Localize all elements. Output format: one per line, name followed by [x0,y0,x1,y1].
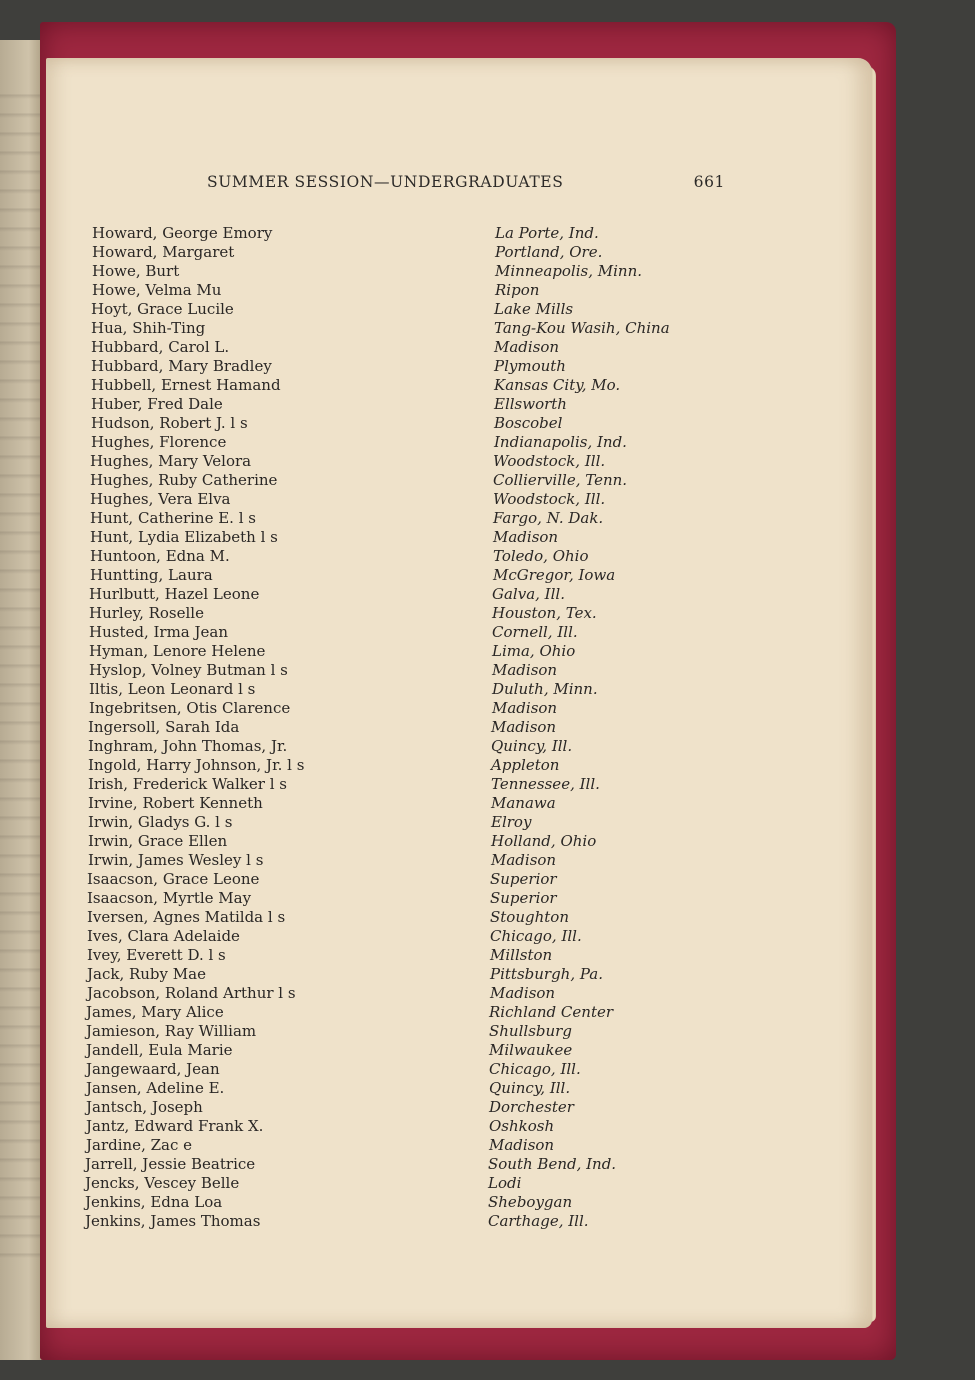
student-hometown: Milwaukee [489,1041,573,1059]
student-name: Jansen, Adeline E. [86,1079,225,1097]
student-hometown: La Porte, Ind. [495,224,599,242]
student-name: Isaacson, Myrtle May [87,889,252,907]
student-hometown: Lodi [488,1174,522,1192]
student-hometown: Richland Center [489,1003,614,1021]
student-hometown: Duluth, Minn. [492,680,598,698]
student-hometown: Elroy [491,813,532,831]
student-name: Hughes, Florence [91,433,227,451]
list-item [0,1136,975,1155]
student-name: Jantz, Edward Frank X. [86,1117,264,1135]
student-name: Irwin, Grace Ellen [88,832,228,850]
student-hometown: Cornell, Ill. [492,623,578,641]
student-hometown: Tennessee, Ill. [491,775,600,793]
list-item [0,1022,975,1041]
student-hometown: Madison [494,338,560,356]
list-item [0,908,975,927]
student-hometown: Sheboygan [488,1193,573,1211]
student-hometown: Millston [490,946,553,964]
student-name: Ingersoll, Sarah Ida [88,718,240,736]
list-item [0,1041,975,1060]
list-item [0,319,975,338]
student-name: Hyman, Lenore Helene [89,642,266,660]
list-item [0,1117,975,1136]
list-item [0,604,975,623]
student-hometown: Appleton [491,756,560,774]
student-hometown: Woodstock, Ill. [493,452,606,470]
list-item [0,1155,975,1174]
student-hometown: Madison [491,718,557,736]
student-hometown: Quincy, Ill. [491,737,573,755]
list-item [0,642,975,661]
list-item [0,1079,975,1098]
running-head-title: SUMMER SESSION—UNDERGRADUATES [207,173,564,191]
student-name: Ives, Clara Adelaide [87,927,240,945]
list-item [0,414,975,433]
student-hometown: Collierville, Tenn. [493,471,628,489]
list-item [0,699,975,718]
student-hometown: Portland, Ore. [495,243,603,261]
student-hometown: Fargo, N. Dak. [493,509,604,527]
student-hometown: Lake Mills [494,300,574,318]
student-hometown: Madison [492,699,558,717]
student-hometown: Quincy, Ill. [489,1079,571,1097]
student-name: Hurlbutt, Hazel Leone [89,585,260,603]
student-hometown: Shullsburg [489,1022,572,1040]
list-item [0,813,975,832]
student-hometown: Minneapolis, Minn. [495,262,643,280]
list-item [0,1174,975,1193]
student-hometown: Superior [490,889,557,907]
student-name: Jandell, Eula Marie [86,1041,233,1059]
student-hometown: Stoughton [490,908,569,926]
student-name: Huber, Fred Dale [91,395,223,413]
student-hometown: Kansas City, Mo. [494,376,621,394]
student-name: Hughes, Vera Elva [90,490,231,508]
running-head [207,173,725,195]
student-name: Hyslop, Volney Butman l s [89,661,288,679]
student-name: Jantsch, Joseph [86,1098,203,1116]
list-item [0,262,975,281]
list-item [0,927,975,946]
list-item [0,471,975,490]
student-name: Hubbard, Carol L. [91,338,230,356]
student-name: Howard, George Emory [92,224,273,242]
student-name: Hunt, Lydia Elizabeth l s [90,528,278,546]
list-item [0,357,975,376]
list-item [0,395,975,414]
student-name: Inghram, John Thomas, Jr. [88,737,288,755]
student-name: Hughes, Ruby Catherine [90,471,278,489]
list-item [0,224,975,243]
list-item [0,680,975,699]
student-hometown: Ellsworth [494,395,567,413]
student-hometown: Indianapolis, Ind. [494,433,627,451]
student-hometown: Madison [490,984,556,1002]
student-name: Hunt, Catherine E. l s [90,509,256,527]
student-name: Irwin, Gladys G. l s [88,813,233,831]
list-item [0,946,975,965]
student-name: Ingebritsen, Otis Clarence [89,699,291,717]
student-name: Hua, Shih-Ting [91,319,206,337]
list-item [0,965,975,984]
student-name: Irvine, Robert Kenneth [88,794,263,812]
list-item [0,984,975,1003]
student-hometown: Lima, Ohio [492,642,576,660]
student-hometown: Carthage, Ill. [488,1212,589,1230]
list-item [0,509,975,528]
list-item [0,889,975,908]
list-item [0,1003,975,1022]
student-name: Jencks, Vescey Belle [85,1174,240,1192]
list-item [0,832,975,851]
list-item [0,1193,975,1212]
student-hometown: Chicago, Ill. [490,927,582,945]
student-name: Iversen, Agnes Matilda l s [87,908,286,926]
list-item [0,490,975,509]
student-hometown: McGregor, Iowa [493,566,616,584]
student-name: Hubbell, Ernest Hamand [91,376,281,394]
student-name: Jardine, Zac e [86,1136,193,1154]
student-name: Jenkins, Edna Loa [85,1193,223,1211]
list-item [0,338,975,357]
student-hometown: Tang-Kou Wasih, China [494,319,670,337]
student-name: Howe, Velma Mu [92,281,222,299]
list-item [0,1060,975,1079]
student-name: Ingold, Harry Johnson, Jr. l s [88,756,305,774]
student-hometown: Madison [492,661,558,679]
list-item [0,281,975,300]
student-list [0,224,975,1240]
list-item [0,433,975,452]
student-hometown: Ripon [495,281,540,299]
student-name: Howard, Margaret [92,243,235,261]
list-item [0,661,975,680]
student-hometown: Oshkosh [489,1117,555,1135]
student-name: Jenkins, James Thomas [85,1212,261,1230]
list-item [0,243,975,262]
student-name: Jangewaard, Jean [86,1060,220,1078]
student-name: Jacobson, Roland Arthur l s [87,984,296,1002]
list-item [0,585,975,604]
student-name: Jack, Ruby Mae [87,965,206,983]
list-item [0,566,975,585]
student-hometown: Dorchester [489,1098,574,1116]
student-name: Hoyt, Grace Lucile [91,300,234,318]
student-hometown: South Bend, Ind. [488,1155,617,1173]
student-name: Jamieson, Ray William [86,1022,257,1040]
list-item [0,737,975,756]
student-hometown: Holland, Ohio [491,832,597,850]
list-item [0,547,975,566]
student-name: Hurley, Roselle [89,604,204,622]
student-hometown: Houston, Tex. [492,604,597,622]
student-hometown: Galva, Ill. [492,585,565,603]
student-name: Iltis, Leon Leonard l s [89,680,256,698]
list-item [0,756,975,775]
student-name: Ivey, Everett D. l s [87,946,226,964]
student-name: Irish, Frederick Walker l s [88,775,287,793]
student-hometown: Chicago, Ill. [489,1060,581,1078]
list-item [0,452,975,471]
student-name: Jarrell, Jessie Beatrice [85,1155,256,1173]
student-hometown: Superior [490,870,557,888]
student-hometown: Boscobel [494,414,563,432]
student-name: Huntoon, Edna M. [90,547,230,565]
student-name: Isaacson, Grace Leone [87,870,260,888]
list-item [0,775,975,794]
student-hometown: Toledo, Ohio [493,547,589,565]
student-name: Howe, Burt [92,262,180,280]
student-name: Irwin, James Wesley l s [88,851,264,869]
student-name: Hubbard, Mary Bradley [91,357,272,375]
student-hometown: Pittsburgh, Pa. [490,965,604,983]
list-item [0,1212,975,1231]
list-item [0,376,975,395]
student-hometown: Madison [491,851,557,869]
student-name: Hughes, Mary Velora [90,452,252,470]
student-hometown: Manawa [491,794,556,812]
list-item [0,718,975,737]
student-name: Huntting, Laura [90,566,213,584]
student-name: James, Mary Alice [86,1003,224,1021]
list-item [0,623,975,642]
student-hometown: Woodstock, Ill. [493,490,606,508]
student-hometown: Madison [493,528,559,546]
list-item [0,870,975,889]
list-item [0,1098,975,1117]
list-item [0,300,975,319]
list-item [0,528,975,547]
list-item [0,794,975,813]
student-hometown: Plymouth [494,357,566,375]
page-number: 661 [693,173,725,191]
list-item [0,851,975,870]
student-name: Husted, Irma Jean [89,623,229,641]
student-name: Hudson, Robert J. l s [91,414,248,432]
student-hometown: Madison [489,1136,555,1154]
